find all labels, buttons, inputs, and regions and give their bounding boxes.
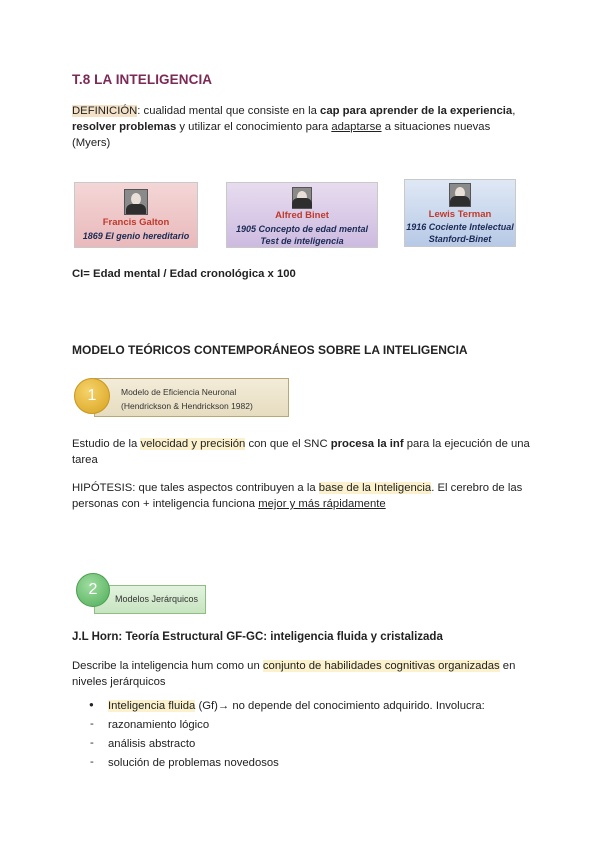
- estudio-text-1: Estudio de la: [72, 438, 141, 450]
- definition-line-1: [72, 103, 532, 119]
- sub-item-dash: -: [90, 737, 94, 749]
- definition-text: : cualidad mental que consiste en la: [137, 105, 321, 117]
- definition-label: DEFINICIÓN: [72, 105, 138, 117]
- hipotesis-highlight: base de la Inteligencia: [318, 482, 432, 494]
- model-1-box: [94, 378, 289, 417]
- estudio-highlight: velocidad y precisión: [140, 438, 246, 450]
- fluida-highlight: Inteligencia fluida: [108, 700, 196, 712]
- estudio-line-2: tarea: [72, 454, 98, 466]
- galton-portrait: [124, 189, 148, 215]
- estudio-text-3: para la ejecución de una: [403, 438, 530, 450]
- page-title: T.8 LA INTELIGENCIA: [72, 72, 213, 87]
- hipotesis-text-1: HIPÓTESIS: que tales aspectos contribuyen a la: [72, 482, 319, 494]
- sub-item-dash: -: [90, 756, 94, 768]
- hipotesis-paragraph: [72, 480, 542, 512]
- model-1-subtitle: (Hendrickson & Hendrickson 1982): [121, 401, 253, 411]
- definition-underline: adaptarse: [331, 121, 382, 133]
- describe-line-2: niveles jerárquicos: [72, 676, 166, 688]
- terman-desc-2: Stanford-Binet: [428, 234, 492, 244]
- sub-item: análisis abstracto: [108, 738, 196, 750]
- definition-text-2: y utilizar el conocimiento para: [176, 121, 332, 133]
- hipotesis-text-2: . El cerebro de las: [431, 482, 523, 494]
- binet-name: Alfred Binet: [275, 210, 329, 221]
- model-1-title: Modelo de Eficiencia Neuronal: [121, 387, 237, 397]
- horn-heading: J.L Horn: Teoría Estructural GF-GC: inteligencia fluida y cristalizada: [72, 631, 443, 643]
- terman-desc-1: 1916 Cociente Intelectual: [406, 222, 514, 232]
- definition-comma: ,: [512, 105, 516, 117]
- binet-desc-1: 1905 Concepto de edad mental: [235, 224, 369, 234]
- describe-text-2: en: [499, 660, 516, 672]
- definition-bold-2: resolver problemas: [72, 121, 177, 133]
- definition-line-2: [72, 119, 532, 135]
- sub-item-dash: -: [90, 718, 94, 730]
- hipotesis-underline: mejor y más rápidamente: [258, 498, 386, 510]
- model-1-number-badge: 1: [74, 378, 110, 414]
- model-2-number-badge: 2: [76, 573, 110, 607]
- definition-bold-1: cap para aprender de la experiencia: [320, 105, 513, 117]
- binet-portrait: [292, 187, 312, 209]
- ci-formula: CI= Edad mental / Edad cronológica x 100: [72, 268, 296, 280]
- sub-item: razonamiento lógico: [108, 719, 210, 731]
- model-2-box: [94, 585, 206, 614]
- fluida-text: (Gf)→ no depende del conocimiento adquirido. Involucra:: [195, 700, 485, 712]
- binet-desc-2: Test de inteligencia: [260, 236, 344, 246]
- card-galton: [74, 182, 198, 248]
- list-bullet: ●: [89, 700, 94, 709]
- galton-desc: 1869 El genio hereditario: [82, 231, 190, 241]
- list-item-fluida: [108, 698, 528, 714]
- definition-text-3: a situaciones nuevas: [381, 121, 491, 133]
- section-heading: MODELO TEÓRICOS CONTEMPORÁNEOS SOBRE LA INTELIGENCIA: [72, 343, 468, 357]
- definition-source: (Myers): [72, 137, 111, 149]
- sub-item: solución de problemas novedosos: [108, 757, 279, 769]
- model-2-label: Modelos Jerárquicos: [115, 594, 199, 604]
- card-binet: [226, 182, 378, 248]
- estudio-paragraph: [72, 436, 532, 468]
- describe-paragraph: [72, 658, 542, 690]
- terman-portrait: [449, 183, 471, 207]
- definition-paragraph: [72, 103, 532, 151]
- estudio-bold: procesa la inf: [330, 438, 404, 450]
- terman-name: Lewis Terman: [428, 209, 492, 220]
- estudio-text-2: con que el SNC: [245, 438, 331, 450]
- galton-name: Francis Galton: [102, 217, 170, 228]
- card-terman: [404, 179, 516, 247]
- describe-highlight: conjunto de habilidades cognitivas organizadas: [262, 660, 500, 672]
- describe-text-1: Describe la inteligencia hum como un: [72, 660, 263, 672]
- hipotesis-text-3: personas con + inteligencia funciona: [72, 498, 259, 510]
